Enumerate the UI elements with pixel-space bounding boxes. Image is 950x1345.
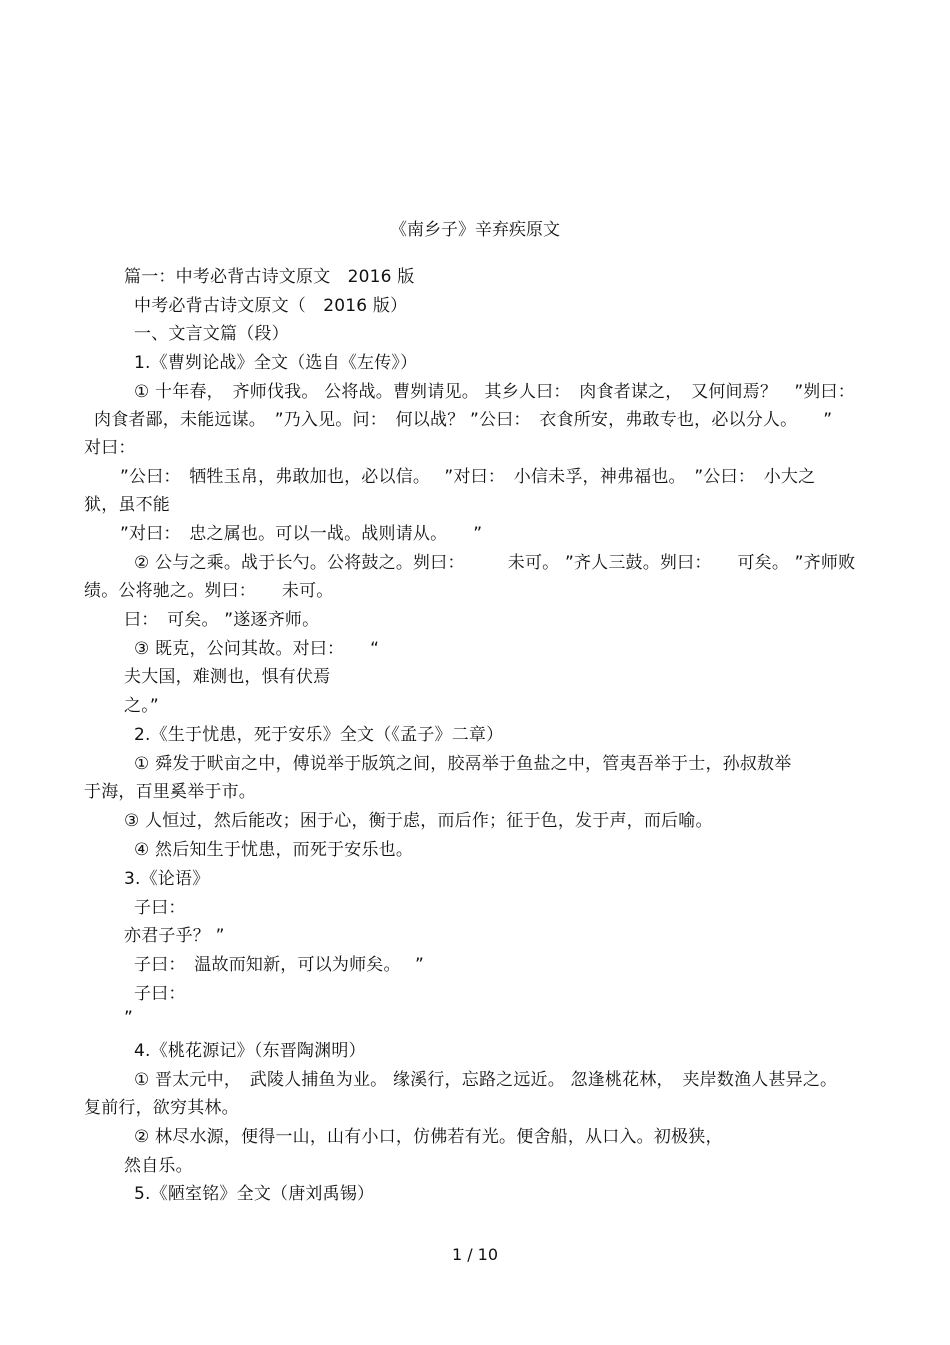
text-line: ② 公与之乘。战于长勺。公将鼓之。刿曰： 未可。 ”齐人三鼓。刿曰： 可矣。 ”齐师败 bbox=[134, 553, 856, 573]
text-line: 子曰： bbox=[134, 984, 186, 1004]
text-line: ④ 然后知生于忧患，而死于安乐也。 bbox=[134, 840, 414, 860]
text-line: 一、文言文篇（段） bbox=[134, 324, 289, 344]
text-line: ① 舜发于畎亩之中，傅说举于版筑之间，胶鬲举于鱼盐之中，管夷吾举于士，孙叔敖举 bbox=[134, 754, 792, 774]
page-title: 《南乡子》辛弃疾原文 bbox=[390, 220, 560, 240]
page-number: 1 / 10 bbox=[451, 1245, 499, 1264]
text-line: 3.《论语》 bbox=[124, 869, 210, 889]
text-line: ”公曰： 牺牲玉帛，弗敢加也，必以信。 ”对曰： 小信未孚，神弗福也。 ”公曰： 小大之 bbox=[120, 467, 816, 487]
text-line: 之。” bbox=[124, 696, 159, 716]
text-line: 于海，百里奚举于市。 bbox=[84, 782, 256, 802]
text-line: 子曰： bbox=[134, 898, 186, 918]
text-line: 肉食者鄙，未能远谋。 ”乃入见。问： 何以战？ ”公曰： 衣食所安，弗敢专也，必以分人。 ” bbox=[94, 410, 833, 430]
text-line: ① 晋太元中， 武陵人捕鱼为业。 缘溪行，忘路之远近。 忽逢桃花林， 夹岸数渔人甚异之。 bbox=[134, 1070, 838, 1090]
text-line: 5.《陋室铭》全文（唐刘禹锡） bbox=[134, 1184, 375, 1204]
text-line: 狱，虽不能 bbox=[84, 495, 170, 515]
text-line: ① 十年春， 齐师伐我。 公将战。曹刿请见。 其乡人曰： 肉食者谋之， 又何间焉？ ”刿曰： bbox=[134, 382, 855, 402]
text-line: ③ 既克，公问其故。对曰： “ bbox=[134, 639, 380, 659]
text-line: 篇一：中考必背古诗文原文 2016 版 bbox=[124, 267, 415, 287]
text-line: 夫大国，难测也，惧有伏焉 bbox=[124, 667, 331, 687]
text-line: 绩。公将驰之。刿曰： 未可。 bbox=[84, 581, 334, 601]
text-line: ③ 人恒过，然后能改；困于心，衡于虑，而后作；征于色，发于声，而后喻。 bbox=[124, 811, 713, 831]
text-line: 2.《生于忧患，死于安乐》全文（《孟子》二章） bbox=[134, 725, 504, 745]
text-line: 4.《桃花源记》（东晋陶渊明） bbox=[134, 1041, 366, 1061]
text-line: 对曰： bbox=[84, 438, 136, 458]
text-line: 复前行，欲穷其林。 bbox=[84, 1098, 239, 1118]
text-line: 然自乐。 bbox=[124, 1156, 193, 1176]
text-line: 子曰： 温故而知新，可以为师矣。 ” bbox=[134, 955, 425, 975]
text-line: ② 林尽水源，便得一山，山有小口，仿佛若有光。便舍船，从口入。初极狭， bbox=[134, 1127, 723, 1147]
text-line: 中考必背古诗文原文（ 2016 版） bbox=[134, 296, 408, 316]
text-line: 亦君子乎？ ” bbox=[124, 926, 225, 946]
text-line: ” bbox=[124, 1008, 134, 1028]
text-line: 1.《曹刿论战》全文（选自《左传》） bbox=[134, 353, 418, 373]
text-line: ”对曰： 忠之属也。可以一战。战则请从。 ” bbox=[120, 524, 483, 544]
text-line: 曰： 可矣。 ”遂逐齐师。 bbox=[124, 610, 320, 630]
